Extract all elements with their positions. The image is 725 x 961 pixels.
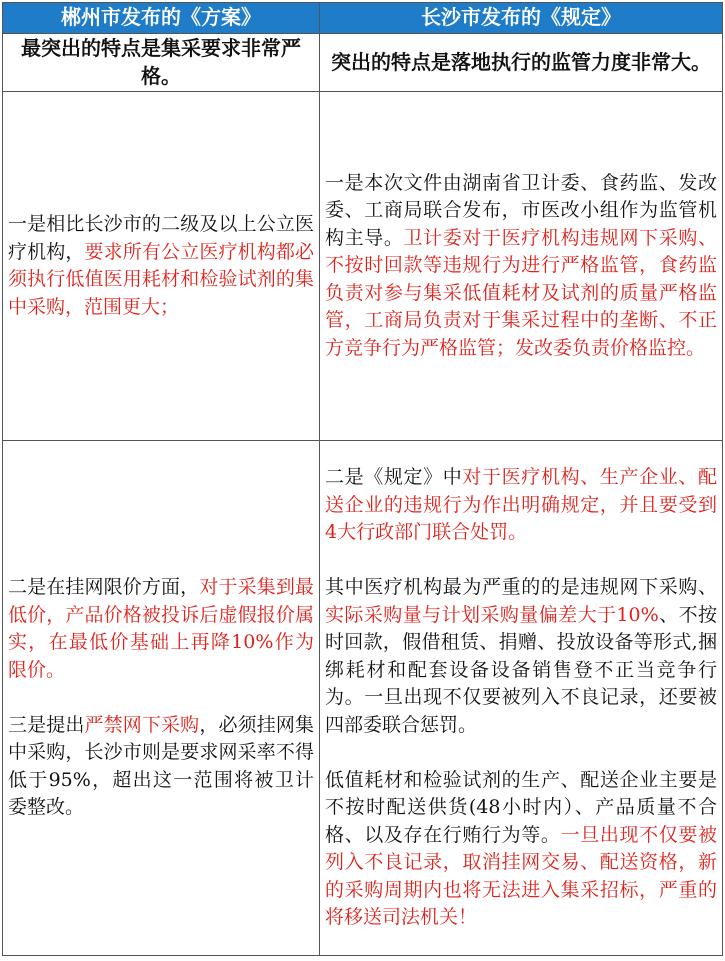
- text-normal: 三是提出: [8, 713, 85, 736]
- text-normal: 其中医疗机构最为严重的的是违规网下采购、: [325, 576, 717, 599]
- header-row: [3, 3, 723, 34]
- text-normal: 低值耗材和检验试剂的生产、配送企业主要是不按时配送供货(48小时内）、产品质量不合格、以及存在行贿行为等。: [325, 768, 717, 846]
- paragraph: [8, 712, 314, 822]
- chenzhou-point-1: [3, 92, 320, 441]
- text-normal: ，必须挂网集中采购，长沙市则是要求网采率不得低于95%，超出这一范围将被卫计委整改。: [8, 713, 314, 819]
- comparison-table: [2, 2, 723, 956]
- paragraph: [325, 464, 717, 547]
- chenzhou-points-2-3: [3, 441, 320, 956]
- text-normal: 、不按时回款，假借租赁、捐赠、投放设备等形式,捆绑耗材和配套设备设备销售登不正当竞争行为。一旦出现不仅要被列入不良记录，还要被四部委联合惩罚。: [325, 603, 717, 736]
- text-highlight: 一旦出现不仅要被列入不良记录，取消挂网交易、配送资格，新的采购周期内也将无法进入集采招标，严重的将移送司法机关！: [325, 823, 717, 929]
- feature-chenzhou: 最突出的特点是集采要求非常严格。: [3, 34, 320, 92]
- paragraph: [8, 574, 314, 684]
- text-normal: 一是本次文件由湖南省卫计委、食药监、发改委、工商局联合发布，市医改小组作为监管机构主导。: [325, 171, 717, 249]
- feature-changsha: 突出的特点是落地执行的监管力度非常大。: [320, 34, 723, 92]
- text-highlight: 要求所有公立医疗机构都必须执行低值医用耗材和检验试剂的集中采购，范围更大；: [8, 240, 314, 318]
- paragraph-gap: [325, 739, 717, 767]
- text-highlight: 实际采购量与计划采购量偏差大于10%: [325, 603, 659, 626]
- paragraph-gap: [325, 547, 717, 575]
- paragraph: [325, 767, 717, 932]
- header-changsha: 长沙市发布的《规定》: [320, 3, 723, 34]
- text-highlight: 对于采集到最低价，产品价格被投诉后虚假报价属实，在最低价基础上再降10%作为限价。: [8, 576, 314, 681]
- table-row: [3, 92, 723, 441]
- text-highlight: 对于医疗机构、生产企业、配送企业的违规行为作出明确规定，并且要受到4大行政部门联合处罚。: [325, 466, 717, 544]
- feature-row: [3, 34, 723, 92]
- header-chenzhou: 郴州市发布的《方案》: [3, 3, 320, 34]
- paragraph: [325, 574, 717, 739]
- changsha-point-2: [320, 441, 723, 956]
- text-highlight: 卫计委对于医疗机构违规网下采购、不按时回款等违规行为进行严格监管，食药监负责对参与集采低值耗材及试剂的质量严格监管，工商局负责对于集采过程中的垄断、不正方竞争行为严格监管；发改委负责价格监控。: [325, 226, 717, 359]
- text-highlight: 严禁网下采购: [84, 713, 200, 736]
- changsha-point-1: [320, 92, 723, 441]
- text-normal: 二是《规定》中: [325, 466, 463, 489]
- table-row: [3, 441, 723, 956]
- paragraph-gap: [8, 684, 314, 712]
- text-normal: 一是相比长沙市的二级及以上公立医疗机构，: [8, 213, 314, 263]
- text-normal: 二是在挂网限价方面，: [8, 576, 200, 599]
